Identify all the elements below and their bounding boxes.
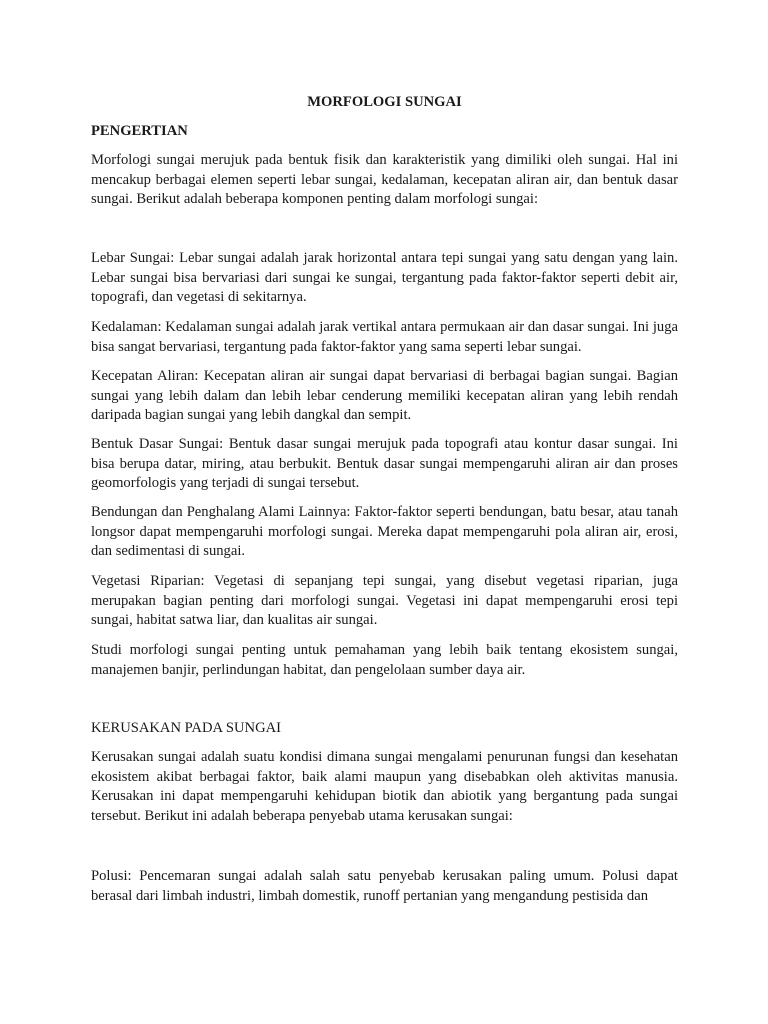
paragraph-polusi: Polusi: Pencemaran sungai adalah salah satu penyebab kerusakan paling umum. Polusi dapat berasal dari limbah industri, limbah domestik, runoff pertanian yang mengandung pestisida dan	[91, 868, 678, 904]
section-heading-kerusakan: KERUSAKAN PADA SUNGAI	[91, 720, 282, 736]
paragraph-kedalaman: Kedalaman: Kedalaman sungai adalah jarak vertikal antara permukaan air dan dasar sungai. Ini juga bisa sangat bervariasi, tergantung pada faktor-faktor yang sama seperti lebar sungai.	[91, 319, 678, 355]
document-title: MORFOLOGI SUNGAI	[307, 94, 462, 110]
paragraph-studi-morfologi: Studi morfologi sungai penting untuk pemahaman yang lebih baik tentang ekosistem sungai, manajemen banjir, perlindungan habitat, dan pengelolaan sumber daya air.	[91, 642, 678, 678]
paragraph-kecepatan-aliran: Kecepatan Aliran: Kecepatan aliran air sungai dapat bervariasi di berbagai bagian sungai. Bagian sungai yang lebih dalam dan lebih lebar cenderung memiliki kecepatan aliran yang lebih rendah daripada bagian sungai yang lebih dangkal dan sempit.	[91, 368, 678, 424]
paragraph-bendungan: Bendungan dan Penghalang Alami Lainnya: Faktor-faktor seperti bendungan, batu besar, atau tanah longsor dapat mempengaruhi morfologi sungai. Mereka dapat mempengaruhi pola aliran air, erosi, dan sedimentasi di sungai.	[91, 504, 678, 560]
section-heading-pengertian: PENGERTIAN	[91, 123, 188, 139]
paragraph-lebar-sungai: Lebar Sungai: Lebar sungai adalah jarak horizontal antara tepi sungai yang satu dengan yang lain. Lebar sungai bisa bervariasi dari sungai ke sungai, tergantung pada faktor-faktor seperti debit air, topografi, dan vegetasi di sekitarnya.	[91, 250, 678, 306]
paragraph-kerusakan-intro: Kerusakan sungai adalah suatu kondisi dimana sungai mengalami penurunan fungsi dan kesehatan ekosistem akibat berbagai faktor, baik alami maupun yang disebabkan oleh aktivitas manusia. Kerusakan ini dapat mempengaruhi kehidupan biotik dan abiotik yang bergantung pada sungai tersebut. Berikut ini adalah beberapa penyebab utama kerusakan sungai:	[91, 749, 678, 824]
paragraph-bentuk-dasar-sungai: Bentuk Dasar Sungai: Bentuk dasar sungai merujuk pada topografi atau kontur dasar sungai. Ini bisa berupa datar, miring, atau berbukit. Bentuk dasar sungai mempengaruhi aliran air dan proses geomorfologis yang terjadi di sungai tersebut.	[91, 436, 678, 492]
document-page	[91, 0, 678, 1024]
paragraph-vegetasi-riparian: Vegetasi Riparian: Vegetasi di sepanjang tepi sungai, yang disebut vegetasi riparian, juga merupakan bagian penting dari morfologi sungai. Vegetasi ini dapat mempengaruhi erosi tepi sungai, habitat satwa liar, dan kualitas air sungai.	[91, 573, 678, 629]
paragraph-intro: Morfologi sungai merujuk pada bentuk fisik dan karakteristik yang dimiliki oleh sungai. Hal ini mencakup berbagai elemen seperti lebar sungai, kedalaman, kecepatan aliran air, dan bentuk dasar sungai. Berikut adalah beberapa komponen penting dalam morfologi sungai:	[91, 152, 678, 208]
